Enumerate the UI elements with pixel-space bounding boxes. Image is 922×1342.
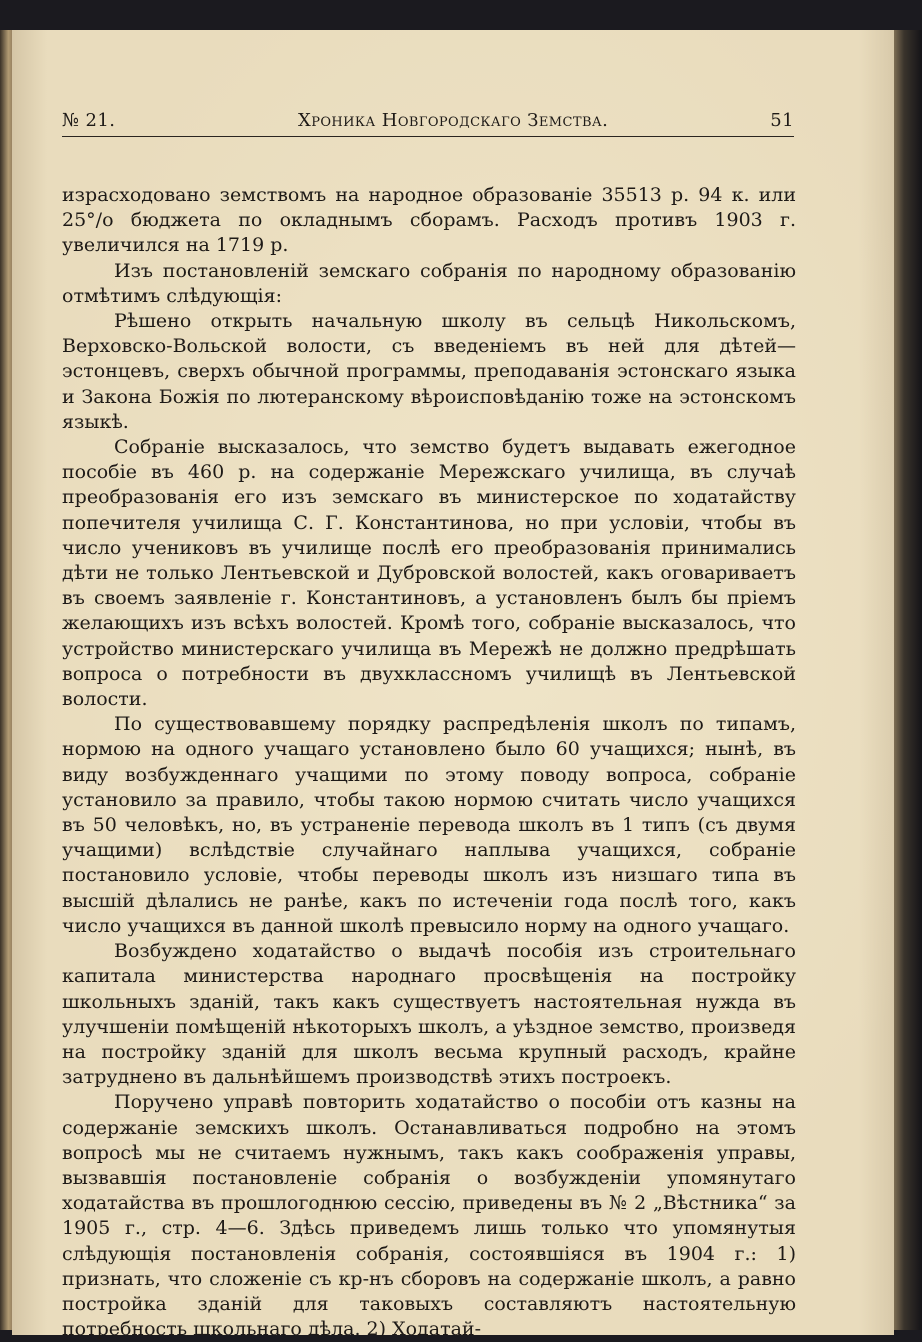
journal-title: Хроника Новгородскаго Земства. — [298, 110, 609, 131]
running-header — [62, 106, 794, 137]
book-page-right-edge — [892, 30, 922, 1330]
book-page — [12, 30, 894, 1341]
paragraph: По существовавшему порядку распредѣленія школъ по типамъ, нормою на одного учащаго установлено было 60 учащихся; нынѣ, въ виду возбужденнаго учащими по этому поводу вопроса, собраніе установило за правило, чтобы такою нормою считать число учащихся въ 50 человѣкъ, но, въ устраненіе перевода школъ въ 1 типъ (съ двумя учащими) вслѣдствіе случайнаго наплыва учащихся, собраніе постановило условіе, чтобы переводы школъ изъ низшаго типа въ высшій дѣлались не ранѣе, какъ по истеченіи года послѣ того, какъ число учащихся въ данной школѣ превысило норму на одного учащаго. — [62, 713, 796, 937]
paragraph-continuation: израсходовано земствомъ на народное образованіе 35513 р. 94 к. или 25°/о бюджета по окладнымъ сборамъ. Расходъ противъ 1903 г. увеличился на 1719 р. — [62, 184, 796, 257]
article-body — [62, 183, 796, 1342]
paragraph: Собраніе высказалось, что земство будетъ выдавать ежегодное пособіе въ 460 р. на содержаніе Мережскаго училища, въ случаѣ преобразованія его изъ земскаго въ министерское по ходатайству попечителя училища С. Г. Константинова, но при условіи, чтобы въ число учениковъ въ училище послѣ его преобразованія принимались дѣти не только Лентьевской и Дубровской волостей, какъ оговариваетъ въ своемъ заявленіе г. Константиновъ, а установленъ былъ бы пріемъ желающихъ изъ всѣхъ волостей. Кромѣ того, собраніе высказалось, что устройство министерскаго училища въ Мережѣ не должно предрѣшать вопроса о потребности въ двухклассномъ училищѣ въ Лентьевской волости. — [62, 436, 796, 711]
issue-number: № 21. — [62, 110, 116, 131]
paragraph: Изъ постановленій земскаго собранія по народному образованію отмѣтимъ слѣдующія: — [62, 259, 796, 307]
paragraph: Поручено управѣ повторить ходатайство о пособіи отъ казны на содержаніе земскихъ школъ. Останавливаться подробно на этомъ вопросѣ мы не считаемъ нужнымъ, такъ какъ соображенія управы, вызвавшія постановленіе собранія о возбужденіи упомянутаго ходатайства въ прошлогоднюю сессію, приведены въ № 2 „Вѣстника“ за 1905 г., стр. 4—6. Здѣсь приведемъ лишь только что упомянутыя слѣдующія постановленія собранія, состоявшіяся въ 1904 г.: 1) признать, что сложеніе съ кр-нъ сборовъ на содержаніе школъ, а равно постройка зданій для таковыхъ составляютъ настоятельную потребность школьнаго дѣла. 2) Ходатай- — [62, 1091, 796, 1341]
page-number: 51 — [770, 110, 794, 131]
paragraph: Рѣшено открыть начальную школу въ сельцѣ Никольскомъ, Верховско-Вольской волости, съ введеніемъ въ ней для дѣтей—эстонцевъ, сверхъ обычной программы, преподаванія эстонскаго языка и Закона Божія по лютеранскому вѣроисповѣданію тоже на эстонскомъ языкѣ. — [62, 310, 796, 433]
paragraph: Возбуждено ходатайство о выдачѣ пособія изъ строительнаго капитала министерства народнаго просвѣщенія на постройку школьныхъ зданій, такъ какъ существуетъ настоятельная нужда въ улучшеніи помѣщеній нѣкоторыхъ школъ, а уѣздное земство, произведя на постройку зданій для школъ весьма крупный расходъ, крайне затруднено въ дальнѣйшемъ производствѣ этихъ построекъ. — [62, 940, 796, 1089]
